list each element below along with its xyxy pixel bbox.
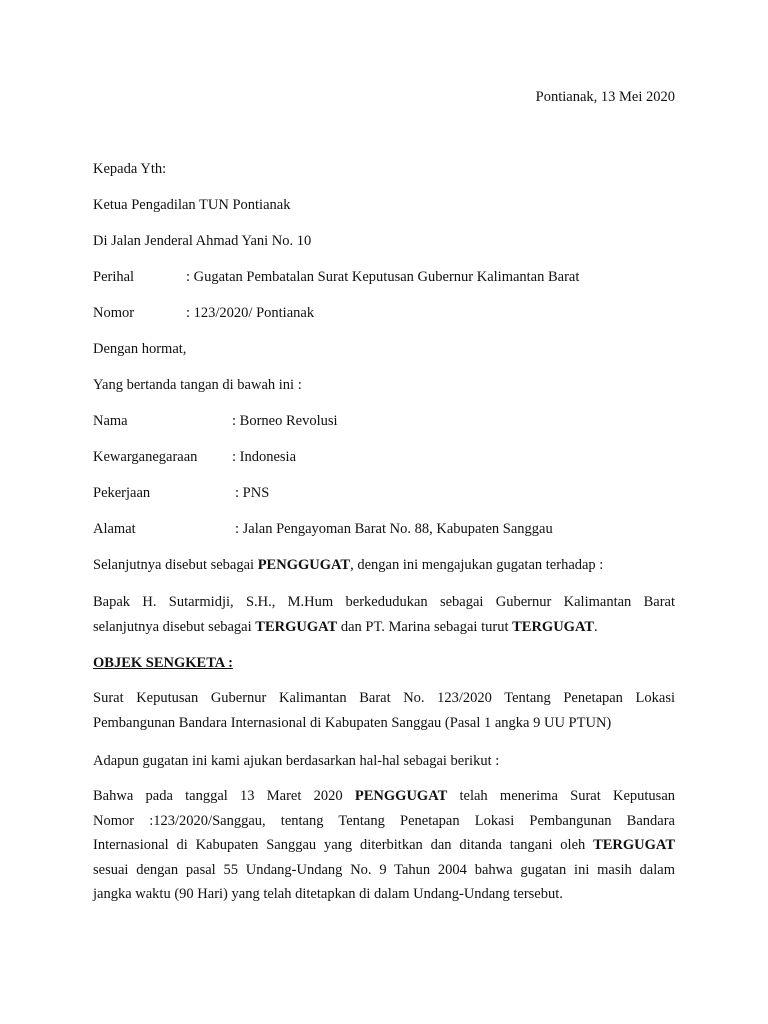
- basis-line-1-tail: telah menerima Surat Keputusan: [447, 788, 676, 804]
- perihal-label: Perihal: [93, 269, 135, 285]
- nomor-label: Nomor: [93, 305, 135, 321]
- defendant-line-1: Bapak H. Sutarmidji, S.H., M.Hum berkedudukan sebagai Gubernur Kalimantan Barat: [93, 594, 675, 610]
- perihal-value: : Gugatan Pembatalan Surat Keputusan Gubernur Kalimantan Barat: [186, 269, 580, 285]
- basis-line-3: [93, 833, 675, 858]
- defendant-paragraph: [93, 590, 675, 639]
- plaintiff-line-text: Selanjutnya disebut sebagai: [93, 557, 258, 573]
- recipient-address: Di Jalan Jenderal Ahmad Yani No. 10: [93, 233, 312, 249]
- basis-line-2: Nomor :123/2020/Sanggau, tentang Tentang Penetapan Lokasi Pembangunan Bandara: [93, 812, 675, 829]
- plaintiff-line: [93, 556, 603, 574]
- plaintiff-line-tail: , dengan ini mengajukan gugatan terhadap :: [350, 557, 604, 573]
- defendant-term: TERGUGAT: [255, 618, 338, 635]
- perihal-row: [93, 268, 675, 286]
- pekerjaan-value: : PNS: [235, 485, 270, 501]
- basis-defendant-term: TERGUGAT: [593, 837, 675, 853]
- objek-line-1: Surat Keputusan Gubernur Kalimantan Barat No. 123/2020 Tentang Penetapan Lokasi: [93, 690, 675, 706]
- basis-line-5: jangka waktu (90 Hari) yang telah ditetapkan di dalam Undang-Undang tersebut.: [93, 886, 563, 902]
- kewarganegaraan-label: Kewarganegaraan: [93, 449, 198, 465]
- defendant-line-2: [93, 615, 675, 640]
- plaintiff-term: PENGGUGAT: [257, 557, 351, 573]
- objek-paragraph: [93, 686, 675, 735]
- basis-paragraph: [93, 784, 675, 907]
- pekerjaan-row: [93, 484, 675, 502]
- place-date: Pontianak, 13 Mei 2020: [535, 89, 675, 105]
- nama-value: : Borneo Revolusi: [232, 413, 338, 429]
- intro-line: Yang bertanda tangan di bawah ini :: [93, 377, 302, 393]
- basis-line-1-text: Bahwa pada tanggal 13 Maret 2020: [93, 788, 355, 804]
- nama-label: Nama: [93, 413, 128, 429]
- defendant-line-2-mid: dan PT. Marina sebagai turut: [337, 618, 513, 635]
- basis-line-1: [93, 784, 675, 809]
- alamat-value: : Jalan Pengayoman Barat No. 88, Kabupaten Sanggau: [235, 521, 553, 537]
- basis-line-4: sesuai dengan pasal 55 Undang-Undang No. 9 Tahun 2004 bahwa gugatan ini masih dalam: [93, 861, 675, 878]
- defendant-line-2-end: .: [594, 618, 598, 635]
- recipient-greeting: Kepada Yth:: [93, 161, 167, 177]
- recipient-name: Ketua Pengadilan TUN Pontianak: [93, 197, 291, 213]
- nomor-row: [93, 304, 675, 322]
- alamat-label: Alamat: [93, 521, 136, 537]
- co-defendant-term: TERGUGAT: [512, 618, 595, 635]
- objek-line-2: Pembangunan Bandara Internasional di Kabupaten Sanggau (Pasal 1 angka 9 UU PTUN): [93, 714, 612, 731]
- defendant-line-2-text: selanjutnya disebut sebagai: [93, 618, 256, 635]
- basis-intro: Adapun gugatan ini kami ajukan berdasarkan hal-hal sebagai berikut :: [93, 753, 500, 769]
- alamat-row: [93, 520, 675, 538]
- kewarganegaraan-value: : Indonesia: [232, 449, 297, 465]
- objek-heading: OBJEK SENGKETA :: [93, 655, 233, 671]
- pekerjaan-label: Pekerjaan: [93, 485, 151, 501]
- salutation: Dengan hormat,: [93, 341, 187, 357]
- basis-line-3-text: Internasional di Kabupaten Sanggau yang diterbitkan dan ditanda tangani oleh: [93, 837, 594, 853]
- basis-plaintiff-term: PENGGUGAT: [354, 788, 448, 804]
- kewarganegaraan-row: [93, 448, 675, 466]
- nomor-value: : 123/2020/ Pontianak: [186, 305, 315, 321]
- nama-row: [93, 412, 675, 430]
